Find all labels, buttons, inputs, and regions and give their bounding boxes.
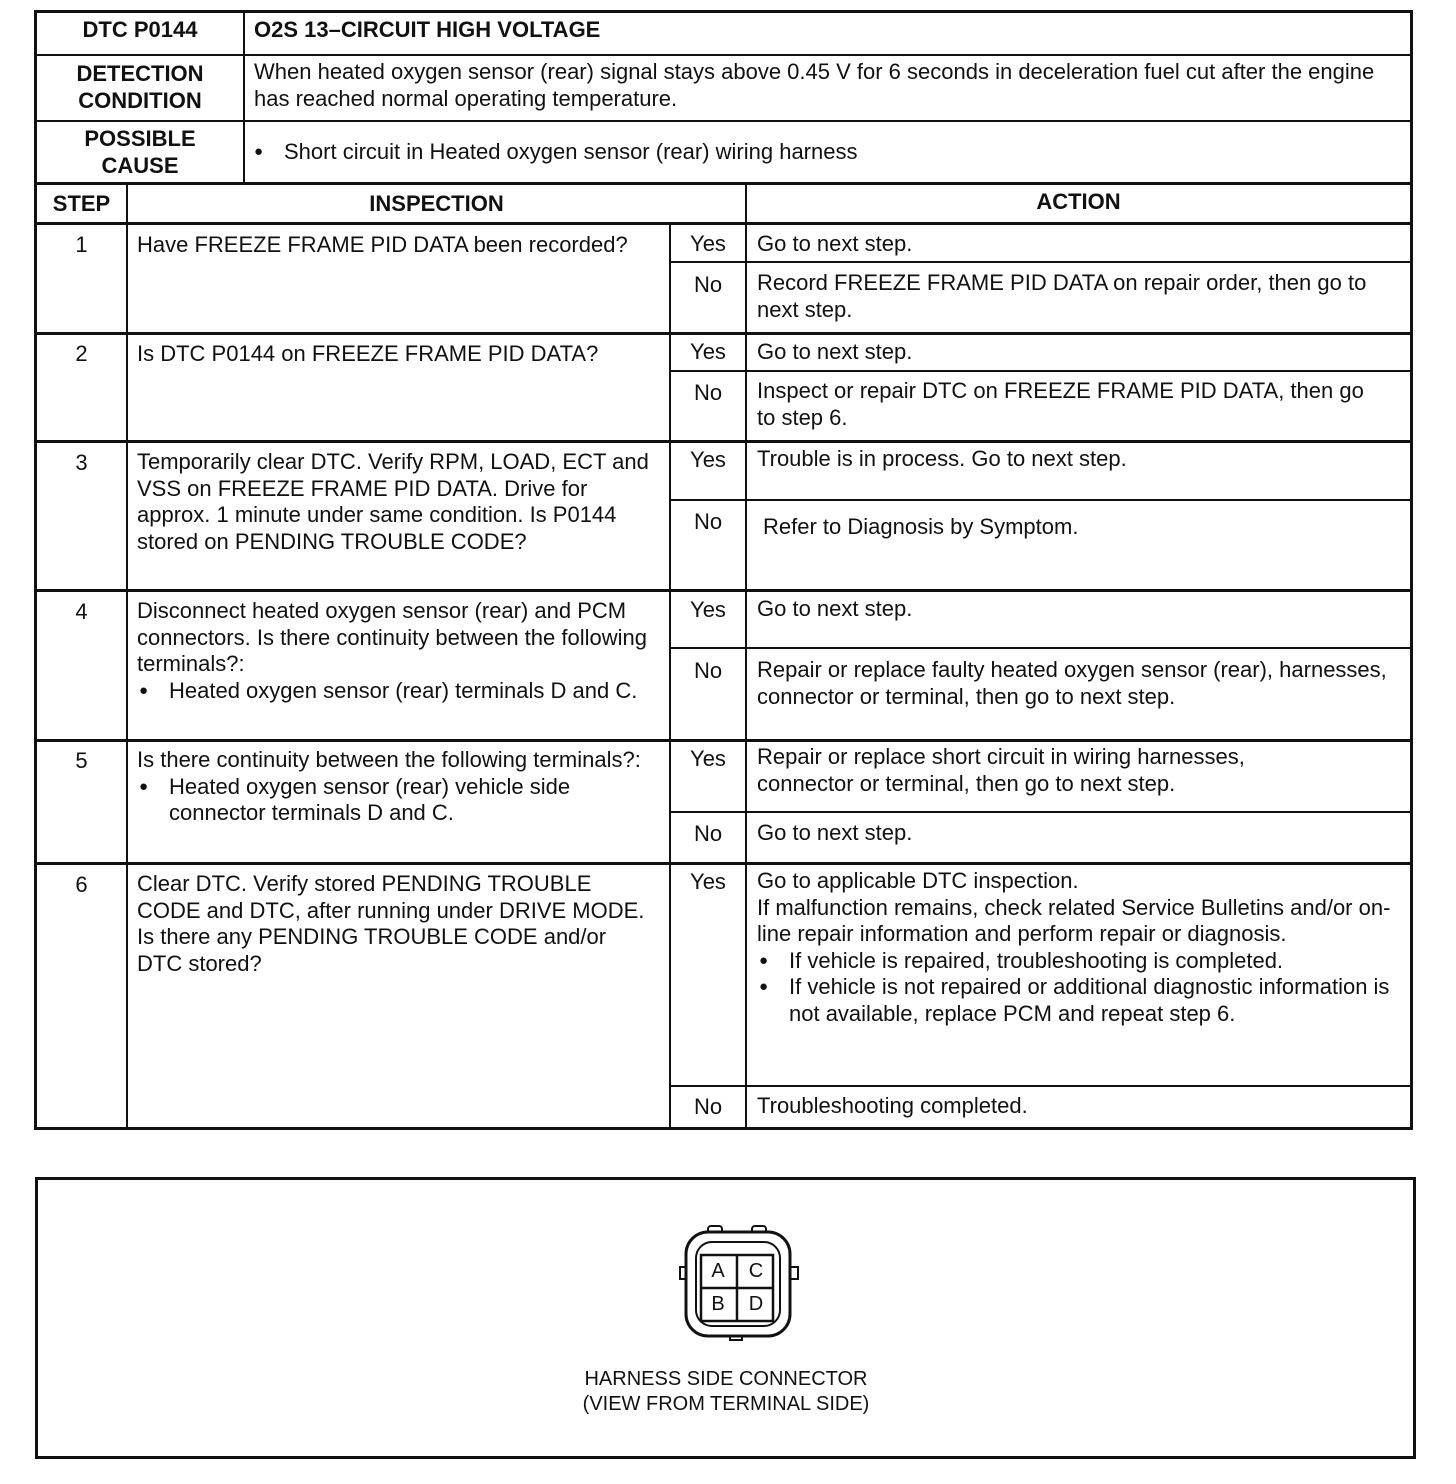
no-action: Refer to Diagnosis by Symptom. [763, 514, 1079, 539]
no-action: Inspect or repair DTC on FREEZE FRAME PID DATA, then go to step 6. [757, 378, 1364, 430]
pin-label-a: A [711, 1260, 725, 1282]
no-action: Go to next step. [757, 820, 913, 845]
step-inspection-bullet: ● Heated oxygen sensor (rear) terminals D and C. [137, 678, 663, 705]
connector-caption-line1: HARNESS SIDE CONNECTOR [584, 1368, 868, 1390]
step-number: 4 [75, 599, 88, 624]
no-label: No [693, 509, 723, 534]
yes-label: Yes [690, 231, 726, 256]
step-number: 5 [75, 748, 88, 773]
column-header-inspection: INSPECTION [369, 191, 504, 216]
no-label: No [693, 821, 723, 846]
step-inspection-text: Disconnect heated oxygen sensor (rear) and PCM connectors. Is there continuity between the following terminals?: [137, 598, 647, 676]
detection-condition-text: When heated oxygen sensor (rear) signal stays above 0.45 V for 6 seconds in deceleration fuel cut after the engine has reached normal operating temperature. [254, 59, 1375, 111]
possible-cause-label [37, 126, 243, 179]
no-label: No [693, 658, 723, 683]
yes-label: Yes [690, 447, 726, 472]
cause-label-line1: POSSIBLE [84, 126, 196, 151]
no-label: No [693, 272, 723, 297]
yes-action [757, 868, 1402, 1027]
yes-label: Yes [690, 746, 726, 771]
step-inspection-text: Is there continuity between the following terminals?: [137, 747, 641, 772]
step-inspection: Is DTC P0144 on FREEZE FRAME PID DATA? [137, 341, 599, 366]
detection-label-line1: DETECTION [76, 61, 204, 86]
connector-drawing [676, 1222, 802, 1344]
yes-action-line2: If malfunction remains, check related Service Bulletins and/or on-line repair information and perform repair or diagnosis. [757, 894, 1391, 946]
yes-action-line1: Go to applicable DTC inspection. [757, 868, 1079, 893]
no-action: Record FREEZE FRAME PID DATA on repair order, then go to next step. [757, 270, 1367, 322]
step-number: 2 [75, 341, 88, 366]
yes-label: Yes [690, 869, 726, 894]
step-inspection-bullet: ● Heated oxygen sensor (rear) vehicle side connector terminals D and C. [137, 774, 657, 827]
no-action: Troubleshooting completed. [757, 1093, 1028, 1118]
yes-action: Go to next step. [757, 339, 913, 364]
step-number: 1 [75, 232, 88, 257]
no-action: Repair or replace faulty heated oxygen sensor (rear), harnesses, connector or terminal, then go to next step. [757, 657, 1387, 709]
step-inspection [137, 598, 663, 704]
detection-condition-label [37, 61, 243, 114]
possible-cause-text [252, 139, 1402, 166]
no-label: No [693, 1094, 723, 1119]
no-label: No [693, 380, 723, 405]
step-number: 6 [75, 872, 88, 897]
yes-label: Yes [690, 597, 726, 622]
step-inspection: Have FREEZE FRAME PID DATA been recorded? [137, 232, 628, 257]
yes-action: Go to next step. [757, 596, 913, 621]
yes-action: Repair or replace short circuit in wiring harnesses, connector or terminal, then go to next step. [757, 744, 1245, 796]
yes-label: Yes [690, 339, 726, 364]
step-number: 3 [75, 450, 88, 475]
cause-label-line2: CAUSE [101, 152, 179, 178]
yes-action: Trouble is in process. Go to next step. [757, 446, 1127, 471]
detection-label-line2: CONDITION [78, 87, 202, 113]
step-inspection: Clear DTC. Verify stored PENDING TROUBLE CODE and DTC, after running under DRIVE MODE. Is there any PENDING TROUBLE CODE and/or DTC stored? [137, 871, 645, 976]
column-header-action: ACTION [1036, 189, 1121, 214]
column-header-step: STEP [52, 191, 111, 216]
pin-label-d: D [748, 1293, 764, 1315]
yes-action-bullet-1: ● If vehicle is repaired, troubleshooting is completed. [757, 948, 1402, 975]
step-inspection: Temporarily clear DTC. Verify RPM, LOAD, ECT and VSS on FREEZE FRAME PID DATA. Drive for approx. 1 minute under same condition. Is P0144 stored on PENDING TROUBLE CODE? [137, 449, 649, 554]
connector-caption-line2: (VIEW FROM TERMINAL SIDE) [582, 1393, 870, 1415]
dtc-title: O2S 13–CIRCUIT HIGH VOLTAGE [254, 17, 601, 42]
yes-action: Go to next step. [757, 231, 913, 256]
dtc-code: DTC P0144 [82, 17, 198, 42]
yes-action-bullet-2: ● If vehicle is not repaired or additional diagnostic information is not available, replace PCM and repeat step 6. [757, 974, 1402, 1027]
pin-label-b: B [711, 1293, 725, 1315]
connector-caption [426, 1367, 1026, 1417]
cause-bullet-item: ● Short circuit in Heated oxygen sensor (rear) wiring harness [252, 139, 1402, 166]
step-inspection [137, 747, 657, 827]
pin-label-c: C [748, 1260, 764, 1282]
